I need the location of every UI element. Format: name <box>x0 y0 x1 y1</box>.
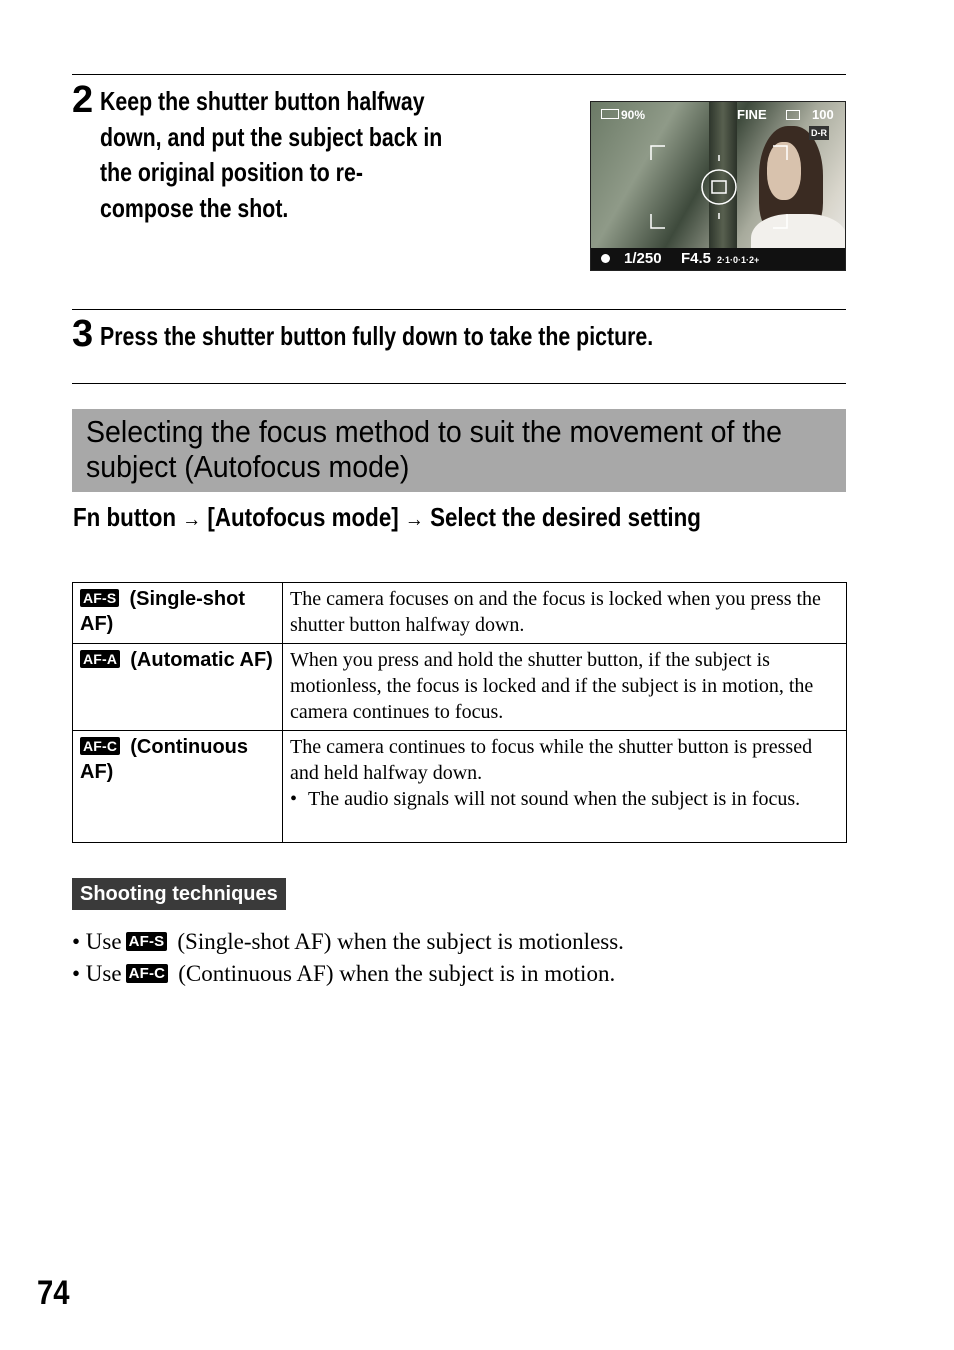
mode-description: When you press and hold the shutter button, if the subject is motionless, the focus is locked and if the subject is in motion, the camera continues to focus. <box>290 649 814 723</box>
autofocus-mode-table <box>72 582 847 843</box>
list-item <box>72 958 624 990</box>
shots-remaining: 100 <box>812 107 834 122</box>
menu-path-fn-button: Fn button <box>73 502 177 532</box>
mode-name-cell <box>73 644 283 731</box>
mode-description-cell <box>283 583 847 644</box>
top-rule <box>72 74 846 75</box>
focus-frame-icon <box>591 102 846 271</box>
tip-prefix: • Use <box>72 929 122 954</box>
bullet-icon: • <box>290 788 298 810</box>
table-row <box>73 583 847 644</box>
section-title-line: subject (Autofocus mode) <box>86 449 410 484</box>
table-row <box>73 731 847 843</box>
battery-icon <box>601 109 619 119</box>
mode-note-text: The audio signals will not sound when the subject is in focus. <box>308 788 801 810</box>
mode-description-cell <box>283 731 847 843</box>
section-title-line: Selecting the focus method to suit the movement of the <box>86 414 782 449</box>
shooting-techniques-label: Shooting techniques <box>72 878 286 910</box>
mode-name-cell <box>73 731 283 843</box>
step-3-line: Press the shutter button fully down to take the picture. <box>100 321 654 351</box>
mode-name: (Automatic AF) <box>130 649 273 671</box>
section-title <box>86 414 782 484</box>
mode-description: The camera focuses on and the focus is locked when you press the shutter button halfway down. <box>290 588 821 636</box>
arrow-right-icon: → <box>182 506 202 531</box>
step-3-text <box>100 319 653 355</box>
step-2-line: the original position to re- <box>100 157 363 187</box>
arrow-right-icon: → <box>404 506 424 531</box>
mode-name: (Single-shot AF) <box>80 588 246 635</box>
tip-text: (Single-shot AF) when the subject is motionless. <box>177 929 624 954</box>
camera-lcd-image <box>590 101 846 271</box>
tip-prefix: • Use <box>72 961 122 986</box>
mode-name-cell <box>73 583 283 644</box>
page-number: 74 <box>37 1274 70 1312</box>
af-a-icon: AF-A <box>80 650 120 668</box>
af-c-icon: AF-C <box>126 964 169 983</box>
aperture-value: F4.5 <box>681 250 712 267</box>
image-quality: FINE <box>737 107 767 122</box>
step-2-text <box>100 84 442 226</box>
shooting-tips-list <box>72 926 624 990</box>
drive-mode-icon <box>786 110 800 120</box>
step-2-line: down, and put the subject back in <box>100 121 443 152</box>
record-dot-icon <box>601 254 610 263</box>
step-2-line: Keep the shutter button halfway <box>100 86 425 116</box>
mode-description: The camera continues to focus while the shutter button is pressed and held halfway down. <box>290 736 813 784</box>
battery-level: 90% <box>601 108 645 122</box>
section-rule <box>72 383 846 384</box>
step-3-number: 3 <box>72 313 94 355</box>
af-s-icon: AF-S <box>126 932 168 951</box>
menu-path-select-setting: Select the desired setting <box>430 502 701 532</box>
exposure-scale: 2·1·0·1·2+ <box>717 255 760 265</box>
tip-text: (Continuous AF) when the subject is in motion. <box>178 961 616 986</box>
mode-name: (Continuous AF) <box>80 736 248 783</box>
mode-description-cell <box>283 644 847 731</box>
mode-note <box>290 786 840 812</box>
menu-path <box>73 500 701 536</box>
menu-path-autofocus-mode: [Autofocus mode] <box>207 502 399 532</box>
shutter-speed: 1/250 <box>624 250 662 267</box>
af-c-icon: AF-C <box>80 737 120 755</box>
list-item <box>72 926 624 958</box>
lcd-info-bar <box>591 248 845 270</box>
step-2-line: compose the shot. <box>100 192 289 223</box>
table-row <box>73 644 847 731</box>
af-s-icon: AF-S <box>80 589 119 607</box>
step-3-rule <box>72 309 846 310</box>
dro-indicator: D-R <box>811 128 827 138</box>
step-2-number: 2 <box>72 79 94 121</box>
